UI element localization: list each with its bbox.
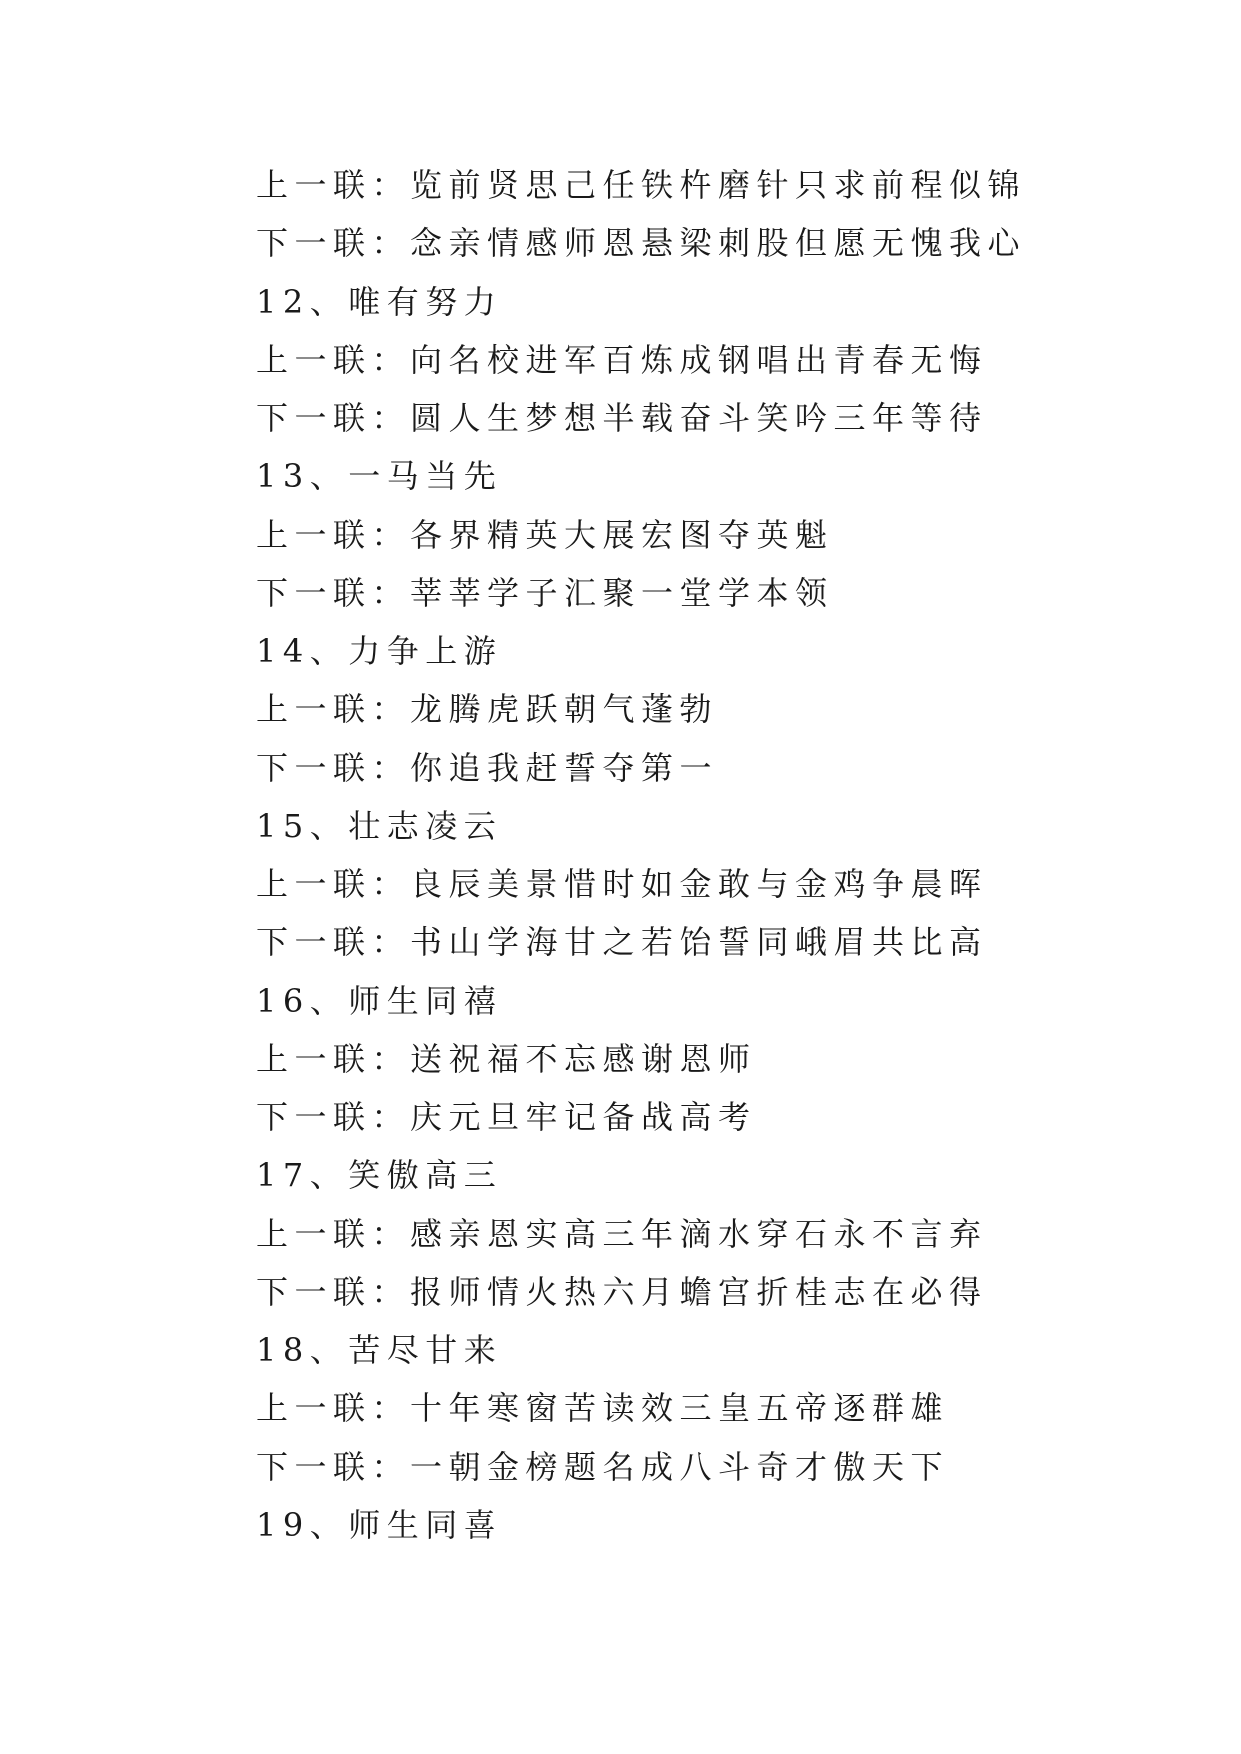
couplet-lower-line: 下一联：圆人生梦想半载奋斗笑吟三年等待 — [256, 399, 988, 437]
couplet-title: 13、一马当先 — [256, 457, 503, 496]
couplet-upper-line: 上一联：良辰美景惜时如金敢与金鸡争晨晖 — [256, 865, 988, 903]
couplet-title: 12、唯有努力 — [256, 282, 503, 321]
couplet-lower-line: 下一联：庆元旦牢记备战高考 — [256, 1098, 757, 1136]
couplet-upper-line: 上一联：感亲恩实高三年滴水穿石永不言弃 — [256, 1214, 988, 1253]
couplet-title: 18、苦尽甘来 — [256, 1331, 503, 1369]
couplet-title: 19、师生同喜 — [256, 1505, 503, 1544]
couplet-lower-line: 下一联：念亲情感师恩悬梁刺股但愿无愧我心 — [256, 224, 1027, 263]
couplet-upper-line: 上一联：十年寒窗苦读效三皇五帝逐群雄 — [256, 1389, 950, 1428]
couplet-lower-line: 下一联：书山学海甘之若饴誓同峨眉共比高 — [256, 923, 988, 962]
couplet-upper-line: 上一联：龙腾虎跃朝气蓬勃 — [256, 690, 719, 729]
couplet-title: 17、笑傲高三 — [256, 1156, 503, 1195]
couplet-title: 16、师生同禧 — [256, 981, 503, 1020]
couplet-lower-line: 下一联：报师情火热六月蟾宫折桂志在必得 — [256, 1272, 988, 1311]
couplet-lower-line: 下一联：一朝金榜题名成八斗奇才傲天下 — [256, 1447, 950, 1486]
couplet-upper-line: 上一联：览前贤思己任铁杵磨针只求前程似锦 — [256, 166, 1027, 204]
couplet-title: 14、力争上游 — [256, 632, 503, 670]
couplet-upper-line: 上一联：送祝福不忘感谢恩师 — [256, 1039, 757, 1078]
couplet-title: 15、壮志凌云 — [256, 806, 503, 845]
couplet-upper-line: 上一联：各界精英大展宏图夺英魁 — [256, 515, 834, 554]
couplet-list — [256, 156, 1216, 1554]
couplet-lower-line: 下一联：莘莘学子汇聚一堂学本领 — [256, 573, 834, 612]
couplet-lower-line: 下一联：你追我赶誓夺第一 — [256, 748, 719, 787]
couplet-upper-line: 上一联：向名校进军百炼成钢唱出青春无悔 — [256, 340, 988, 379]
